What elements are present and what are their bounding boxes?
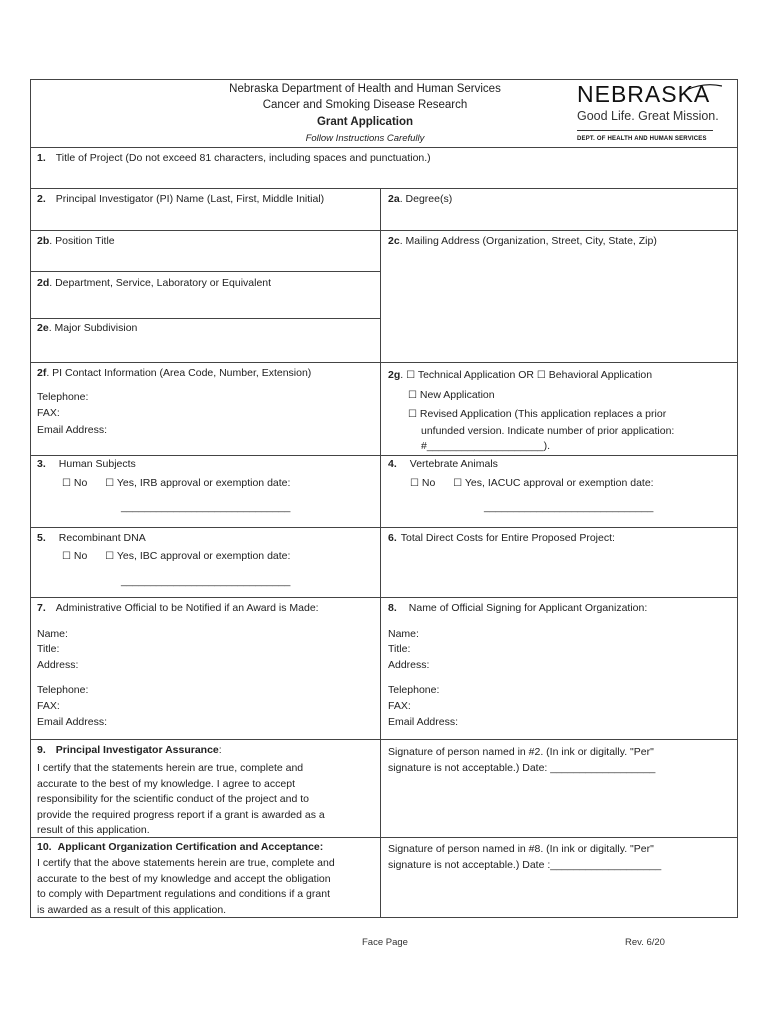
divider-2: [30, 230, 738, 231]
prior-application-number-field[interactable]: #____________________).: [421, 440, 551, 452]
divider-1: [30, 188, 738, 189]
divider-2d: [30, 318, 380, 319]
signer-address-label: Address:: [388, 659, 430, 671]
pi-telephone-label: Telephone:: [37, 391, 89, 403]
human-subjects-no-label: No: [73, 477, 88, 489]
degrees-label: . Degree(s): [399, 193, 453, 205]
section-9-heading: [37, 744, 222, 757]
title-of-project-label: Title of Project (Do not exceed 81 characters, including spaces and punctuation.): [55, 152, 431, 164]
admin-official-label: Administrative Official to be Notified if an Award is Made:: [55, 602, 319, 614]
human-subjects-yes-checkbox[interactable]: ☐: [105, 478, 115, 489]
admin-fax-label: FAX:: [37, 700, 60, 712]
divider-header: [30, 147, 738, 148]
divider-2e: [30, 362, 738, 363]
section-8-number: 8.: [388, 602, 397, 614]
technical-application-label: Technical Application: [417, 369, 516, 381]
org-signature-block: [388, 841, 661, 873]
section-2c-number: 2c: [388, 235, 400, 247]
admin-address-label: Address:: [37, 659, 79, 671]
vertebrate-animals-yes-checkbox[interactable]: ☐: [453, 478, 463, 489]
behavioral-application-checkbox[interactable]: ☐: [536, 370, 546, 381]
section-2c-label: [388, 235, 657, 248]
logo-dept: DEPT. OF HEALTH AND HUMAN SERVICES: [577, 136, 707, 142]
column-divider: [380, 188, 381, 918]
form-subtitle: Follow Instructions Carefully: [305, 133, 425, 144]
section-2e-label: [37, 322, 137, 335]
section-4-number: 4.: [388, 458, 397, 470]
recombinant-dna-label: Recombinant DNA: [58, 532, 146, 544]
section-2a-label: [388, 193, 452, 206]
logo-tagline: Good Life. Great Mission.: [577, 109, 719, 123]
admin-email-label: Email Address:: [37, 716, 108, 728]
section-8-label: [388, 602, 647, 615]
section-7-number: 7.: [37, 602, 46, 614]
section-4-label: [388, 458, 498, 471]
pi-assurance-line: accurate to the best of my knowledge. I agree to accept: [37, 777, 295, 790]
divider-2f: [30, 455, 738, 456]
pi-assurance-line: result of this application.: [37, 824, 150, 836]
section-10-heading: [37, 841, 323, 854]
org-certification-line: I certify that the above statements herein are true, complete and: [37, 857, 335, 869]
vertebrate-animals-options: [410, 477, 654, 490]
nebraska-dhhs-logo: [574, 80, 734, 146]
org-certification-heading: Applicant Organization Certification and Acceptance:: [57, 841, 324, 853]
vertebrate-animals-no-checkbox[interactable]: ☐: [410, 478, 419, 489]
recombinant-dna-no-checkbox[interactable]: ☐: [62, 551, 71, 562]
pi-assurance-text: [37, 761, 325, 839]
divider-7: [30, 739, 738, 740]
signer-email-label: Email Address:: [388, 716, 459, 728]
section-2-label: [37, 193, 324, 206]
section-2d-label: [37, 277, 271, 290]
revised-application-row: [408, 408, 666, 421]
form-border-right: [737, 79, 738, 918]
mailing-address-label: . Mailing Address (Organization, Street, City, State, Zip): [399, 235, 657, 247]
section-1-number: 1.: [37, 152, 46, 164]
new-application-checkbox[interactable]: ☐: [408, 390, 417, 401]
section-6-number: 6.: [388, 532, 397, 544]
pi-fax-label: FAX:: [37, 407, 60, 419]
divider-2b: [30, 271, 380, 272]
header-line1: Nebraska Department of Health and Human Services: [229, 83, 501, 95]
org-certification-text: [37, 856, 335, 918]
pi-contact-label: . PI Contact Information (Area Code, Number, Extension): [46, 367, 312, 379]
section-2g-dot: .: [400, 369, 404, 381]
technical-application-checkbox[interactable]: ☐: [406, 370, 416, 381]
section-10-number: 10.: [37, 841, 52, 853]
pi-assurance-heading: Principal Investigator Assurance: [55, 744, 219, 756]
section-6-label: [388, 532, 615, 545]
iacuc-date-field[interactable]: _____________________________: [484, 501, 654, 513]
org-signature-label: Signature of person named in #8. (In ink or digitally. "Per": [388, 843, 654, 855]
section-1-label: [37, 152, 431, 165]
section-2-number: 2.: [37, 193, 46, 205]
section-3-number: 3.: [37, 458, 46, 470]
major-subdivision-label: . Major Subdivision: [48, 322, 138, 334]
pi-signature-label: Signature of person named in #2. (In ink or digitally. "Per": [388, 746, 654, 758]
pi-assurance-line: provide the required progress report if a grant is awarded as a: [37, 808, 325, 821]
position-title-label: . Position Title: [49, 235, 115, 247]
department-label: . Department, Service, Laboratory or Equivalent: [49, 277, 272, 289]
divider-3: [30, 527, 738, 528]
human-subjects-label: Human Subjects: [58, 458, 136, 470]
logo-rule: [577, 130, 713, 131]
section-2g-number: 2g: [388, 369, 401, 381]
section-2f-number: 2f: [37, 367, 47, 379]
signing-official-label: Name of Official Signing for Applicant Organization:: [408, 602, 648, 614]
signer-fax-label: FAX:: [388, 700, 411, 712]
section-3-label: [37, 458, 136, 471]
total-direct-costs-label: Total Direct Costs for Entire Proposed Project:: [400, 532, 615, 544]
behavioral-application-label: Behavioral Application: [548, 369, 653, 381]
ibc-date-field[interactable]: _____________________________: [121, 575, 291, 587]
pi-assurance-line: I certify that the statements herein are true, complete and: [37, 762, 304, 774]
signer-telephone-label: Telephone:: [388, 684, 440, 696]
section-5-label: [37, 532, 146, 545]
recombinant-dna-options: [62, 550, 290, 563]
new-application-row: [408, 389, 495, 402]
section-5-number: 5.: [37, 532, 46, 544]
org-signature-date-field[interactable]: signature is not acceptable.) Date :___________________: [388, 859, 662, 871]
recombinant-dna-yes-checkbox[interactable]: ☐: [105, 551, 115, 562]
org-certification-line: to comply with Department regulations and conditions if a grant: [37, 888, 330, 900]
signer-name-label: Name:: [388, 628, 419, 640]
section-9-number: 9.: [37, 744, 46, 756]
pi-assurance-colon: :: [218, 744, 222, 756]
vertebrate-animals-no-label: No: [421, 477, 436, 489]
divider-5: [30, 597, 738, 598]
human-subjects-options: [62, 477, 290, 490]
signer-title-label: Title:: [388, 643, 411, 655]
section-2b-label: [37, 235, 115, 248]
admin-name-label: Name:: [37, 628, 68, 640]
pi-signature-block: [388, 744, 655, 776]
revised-application-line2: unfunded version. Indicate number of prior application:: [421, 425, 675, 437]
form-title: Grant Application: [316, 116, 414, 128]
logo-name: NEBRASKA: [577, 81, 711, 107]
new-application-label: New Application: [419, 389, 495, 401]
or-label: OR: [518, 369, 534, 381]
vertebrate-animals-label: Vertebrate Animals: [409, 458, 498, 470]
org-certification-line: is awarded as a result of this application.: [37, 903, 227, 916]
pi-name-label: Principal Investigator (PI) Name (Last, First, Middle Initial): [55, 193, 325, 205]
footer-page-label: Face Page: [362, 937, 408, 948]
human-subjects-yes-label: Yes, IRB approval or exemption date:: [116, 477, 291, 489]
vertebrate-animals-yes-label: Yes, IACUC approval or exemption date:: [464, 477, 654, 489]
recombinant-dna-yes-label: Yes, IBC approval or exemption date:: [116, 550, 291, 562]
section-7-label: [37, 602, 319, 615]
section-2b-number: 2b: [37, 235, 50, 247]
section-2g-row: [388, 369, 652, 382]
section-2a-number: 2a: [388, 193, 400, 205]
pi-email-label: Email Address:: [37, 424, 108, 436]
revised-application-label: Revised Application (This application replaces a prior: [419, 408, 667, 420]
logo-swoosh-icon: [686, 82, 722, 92]
admin-title-label: Title:: [37, 643, 60, 655]
recombinant-dna-no-label: No: [73, 550, 88, 562]
revised-application-checkbox[interactable]: ☐: [408, 409, 417, 420]
header-line2: Cancer and Smoking Disease Research: [262, 99, 468, 111]
pi-assurance-line: responsibility for the scientific conduct of the project and to: [37, 793, 309, 805]
org-certification-line: accurate to the best of my knowledge and accept the obligation: [37, 872, 331, 885]
section-2e-number: 2e: [37, 322, 49, 334]
section-2d-number: 2d: [37, 277, 50, 289]
footer-revision: Rev. 6/20: [625, 937, 665, 948]
irb-date-field[interactable]: _____________________________: [121, 501, 291, 513]
pi-signature-date-field[interactable]: signature is not acceptable.) Date: __________________: [388, 762, 656, 774]
section-2f-label: [37, 367, 311, 380]
admin-telephone-label: Telephone:: [37, 684, 89, 696]
human-subjects-no-checkbox[interactable]: ☐: [62, 478, 71, 489]
form-border-left: [30, 79, 31, 918]
